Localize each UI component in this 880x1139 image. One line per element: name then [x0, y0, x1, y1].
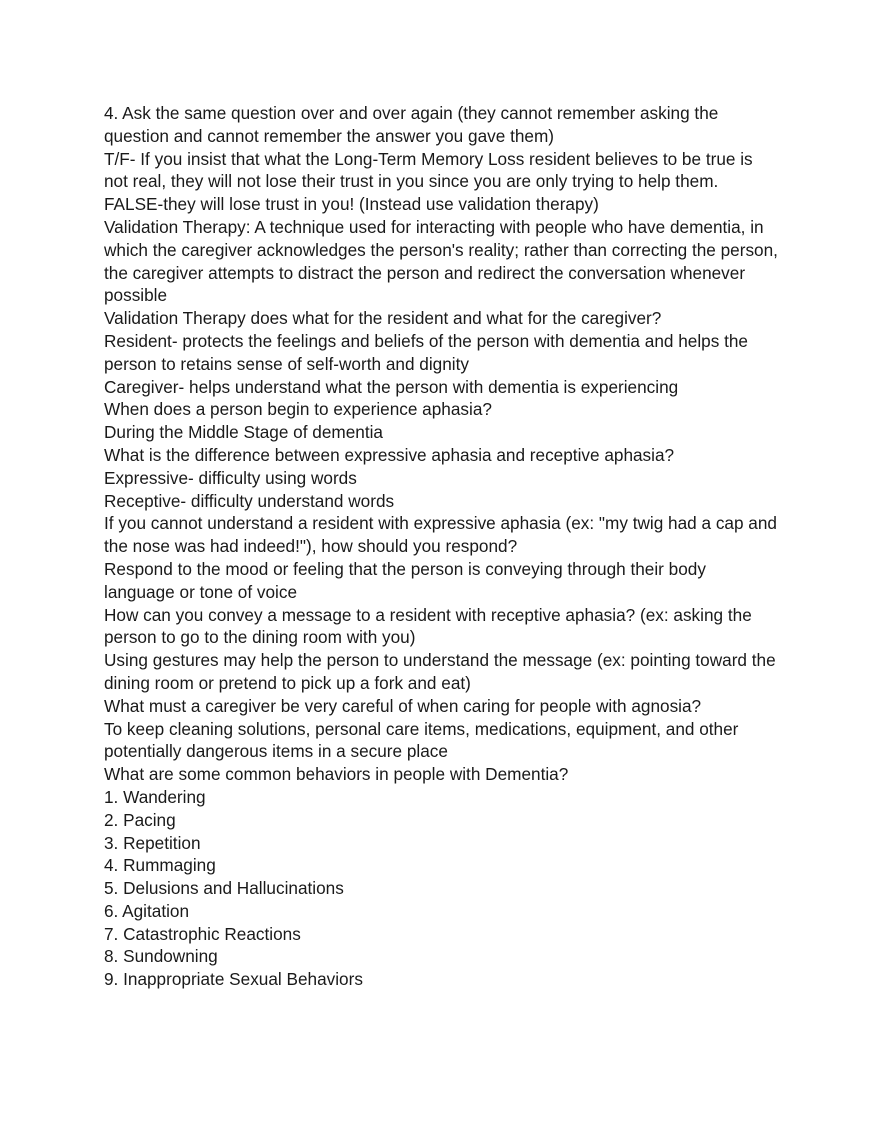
list-item: 8. Sundowning: [104, 946, 218, 967]
text-line: 4. Ask the same question over and over again (they cannot remember asking the question and cannot remember the answer you gave them): [104, 103, 719, 146]
text-line: Respond to the mood or feeling that the person is conveying through their body language or tone of voice: [104, 558, 706, 602]
text-line: What is the difference between expressive aphasia and receptive aphasia?: [104, 444, 675, 465]
list-item: 9. Inappropriate Sexual Behaviors: [104, 969, 363, 990]
text-line: How can you convey a message to a resident with receptive aphasia? (ex: asking the person to go to the dining room with you): [104, 604, 752, 648]
text-line: What must a caregiver be very careful of when caring for people with agnosia?: [104, 695, 702, 716]
text-line: During the Middle Stage of dementia: [104, 422, 383, 443]
text-line: T/F- If you insist that what the Long-Term Memory Loss resident believes to be true is not real, they will not lose their trust in you since you are only trying to help them.: [104, 148, 753, 192]
list-item: 6. Agitation: [104, 900, 190, 921]
text-line: To keep cleaning solutions, personal care items, medications, equipment, and other potentially dangerous items in a secure place: [104, 718, 739, 762]
text-line: Validation Therapy does what for the resident and what for the caregiver?: [104, 308, 662, 329]
text-line: Receptive- difficulty understand words: [104, 490, 395, 511]
text-line: Resident- protects the feelings and beliefs of the person with dementia and helps the person to retains sense of self-worth and dignity: [104, 330, 748, 374]
list-item: 3. Repetition: [104, 832, 201, 853]
list-item: 1. Wandering: [104, 786, 206, 807]
text-line: Validation Therapy: A technique used for interacting with people who have dementia, in which the caregiver acknowledges the person's reality; rather than correcting the person, the caregiver attempts to distract the person and redirect the conversation whenever possible: [104, 216, 778, 306]
document-page: [104, 102, 780, 991]
text-line: Expressive- difficulty using words: [104, 467, 357, 488]
list-item: 4. Rummaging: [104, 855, 216, 876]
text-line: FALSE-they will lose trust in you! (Instead use validation therapy): [104, 194, 599, 215]
text-line: When does a person begin to experience aphasia?: [104, 399, 492, 420]
text-line: What are some common behaviors in people with Dementia?: [104, 764, 569, 785]
list-item: 5. Delusions and Hallucinations: [104, 878, 344, 899]
text-line: Caregiver- helps understand what the person with dementia is experiencing: [104, 376, 679, 397]
list-item: 2. Pacing: [104, 809, 176, 830]
text-line: If you cannot understand a resident with expressive aphasia (ex: "my twig had a cap and the nose was had indeed!"), how should you respond?: [104, 513, 777, 557]
list-item: 7. Catastrophic Reactions: [104, 923, 301, 944]
text-line: Using gestures may help the person to understand the message (ex: pointing toward the dining room or pretend to pick up a fork and eat): [104, 650, 776, 693]
